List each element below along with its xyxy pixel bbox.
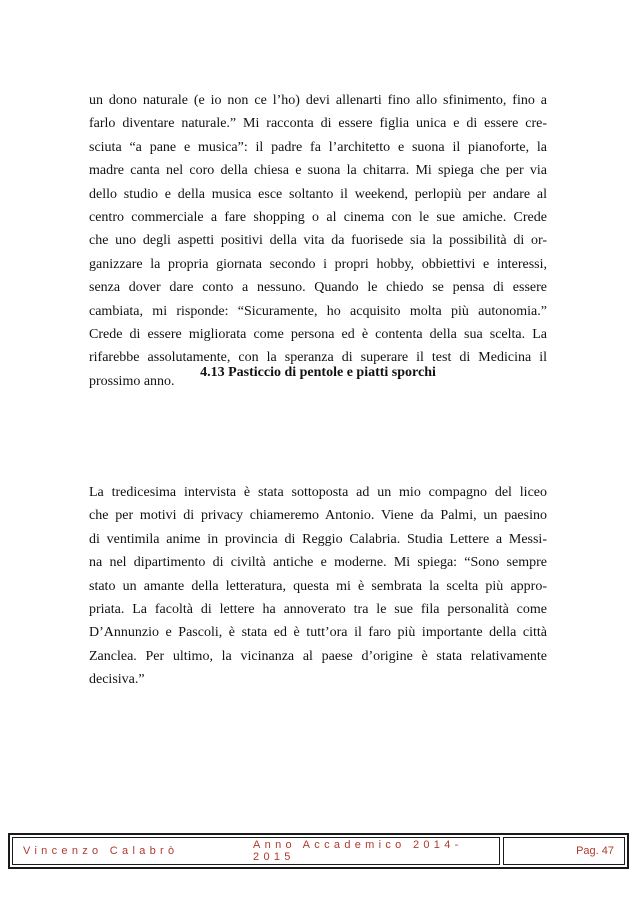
paragraph-line: priata. La facoltà di lettere ha annoverato tra le sue fila personalità come [89, 601, 547, 617]
paragraph-line: senza dover dare conto a nessuno. Quando le chiedo se pensa di essere [89, 280, 547, 296]
paragraph-line: Zanclea. Per ultimo, la vicinanza al paese d’origine è stata relativamente [89, 648, 547, 664]
paragraph-1 [89, 89, 547, 393]
paragraph-line: che per motivi di privacy chiameremo Antonio. Viene da Palmi, un paesino [89, 508, 547, 524]
paragraph-line: che uno degli aspetti positivi della vita da fuorisede sia la possibilità di or- [89, 233, 547, 249]
footer-author: Vincenzo Calabrò [23, 845, 179, 857]
paragraph-line: sciuta “a pane e musica”: il padre fa l’architetto e suona il pianoforte, la [89, 139, 547, 155]
page-footer [8, 833, 629, 869]
footer-page-number: Pag. 47 [503, 837, 625, 865]
paragraph-line: centro commerciale a fare shopping o al cinema con le sue amiche. Crede [89, 209, 547, 225]
paragraph-line: Crede di essere migliorata come persona ed è contenta della sua scelta. La [89, 326, 547, 342]
paragraph-line: madre canta nel coro della chiesa e suona la chitarra. Mi spiega che per via [89, 163, 547, 179]
footer-academic-year: Anno Accademico 2014-2015 [253, 839, 463, 863]
paragraph-line: un dono naturale (e io non ce l’ho) devi allenarti fino allo sfinimento, fino a [89, 93, 547, 108]
paragraph-line: prossimo anno. [89, 373, 175, 389]
paragraph-line: dello studio e della musica esce soltanto il weekend, perlopiù per andare al [89, 186, 547, 202]
paragraph-line: farlo diventare naturale.” Mi racconta di essere figlia unica e di essere cre- [89, 116, 547, 132]
section-heading: 4.13 Pasticcio di pentole e piatti sporchi [200, 365, 436, 380]
paragraph-line: na nel dipartimento di civiltà antiche e moderne. Mi spiega: “Sono sempre [89, 555, 547, 571]
paragraph-line: ganizzare la propria giornata secondo i propri hobby, obbiettivi e interessi, [89, 256, 547, 272]
paragraph-line: rifarebbe assolutamente, con la speranza di superare il test di Medicina il [89, 350, 547, 366]
paragraph-line: La tredicesima intervista è stata sottoposta ad un mio compagno del liceo [89, 485, 547, 500]
paragraph-line: decisiva.” [89, 672, 145, 688]
paragraph-line: cambiata, mi risponde: “Sicuramente, ho acquisito molta più autonomia.” [89, 303, 547, 319]
paragraph-2 [89, 481, 547, 692]
paragraph-line: di ventimila anime in provincia di Reggio Calabria. Studia Lettere a Messi- [89, 531, 547, 547]
paragraph-line: stato un amante della letteratura, questa mi è sembrata la scelta più appro- [89, 578, 547, 594]
paragraph-line: D’Annunzio e Pascoli, è stata ed è tutt’ora il faro più importante della città [89, 625, 547, 641]
footer-info-box [12, 837, 500, 865]
